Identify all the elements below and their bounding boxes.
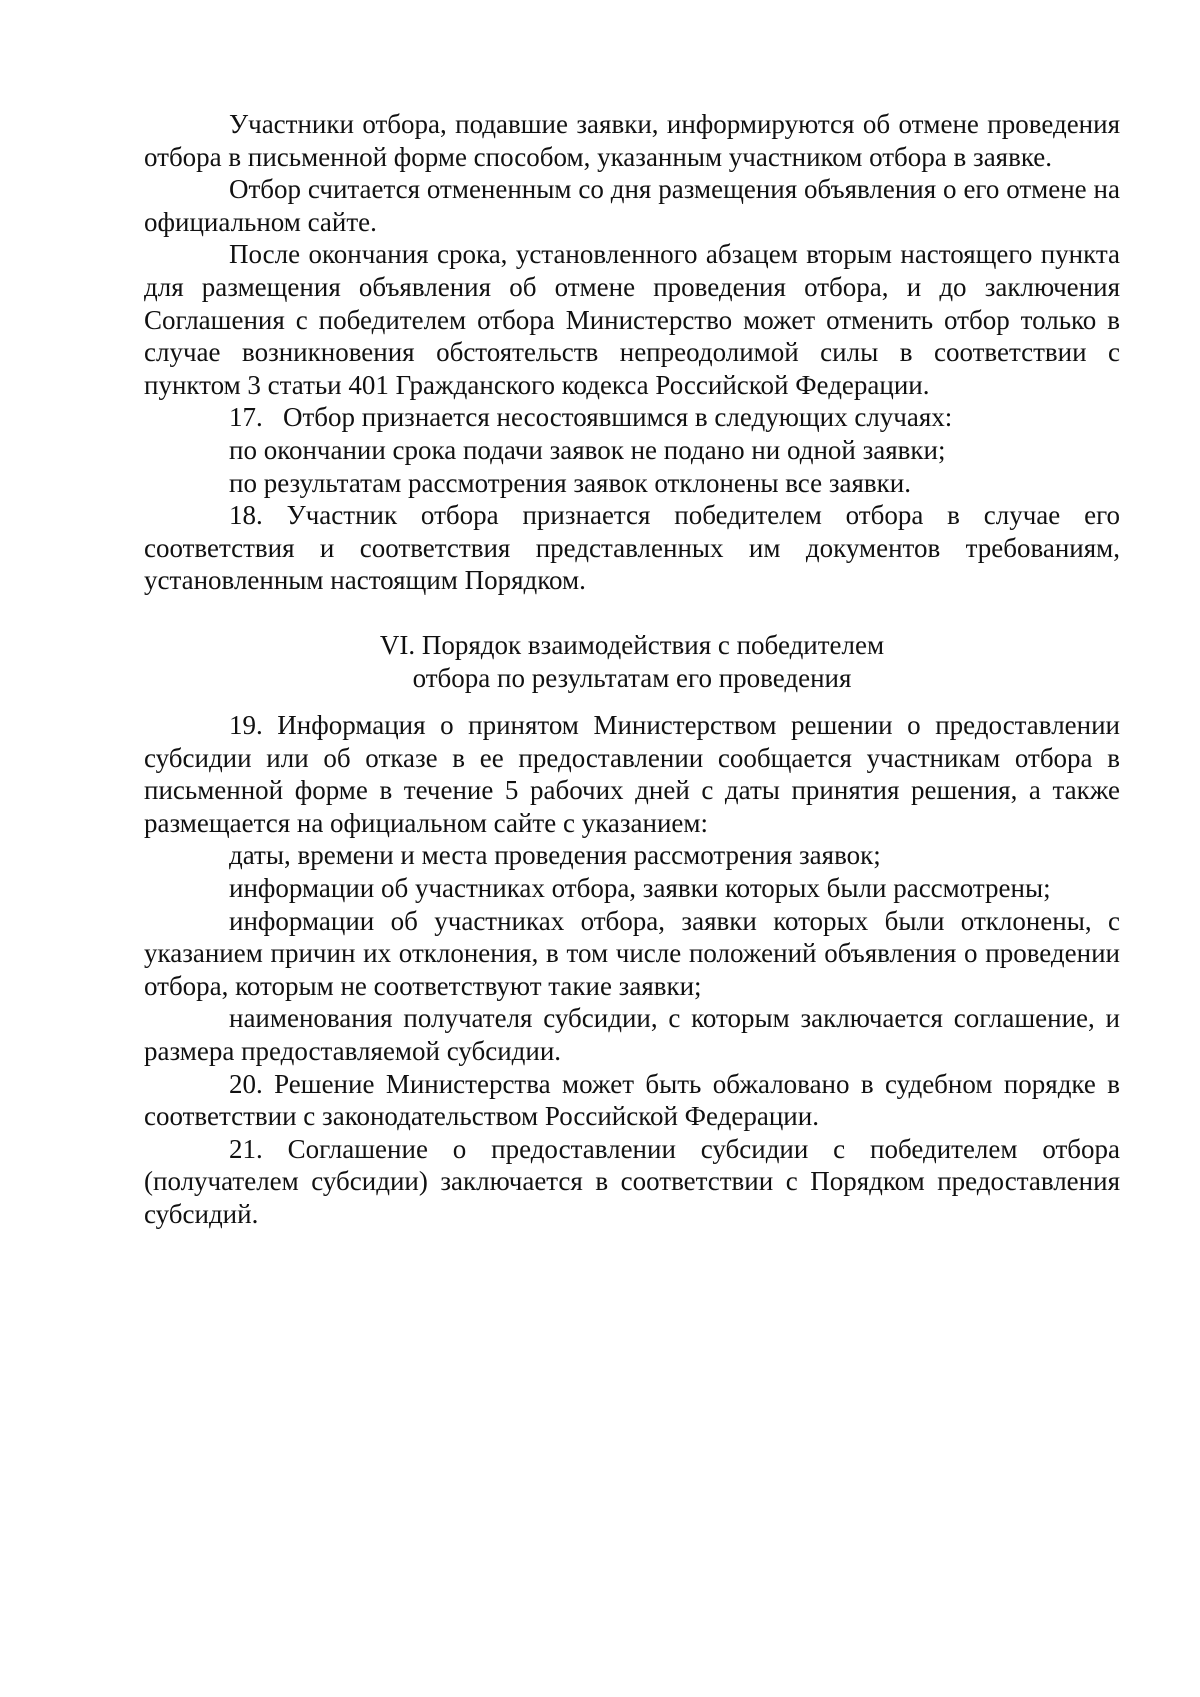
paragraph-item-19-list-2: информации об участниках отбора, заявки которых были рассмотрены;: [229, 873, 1051, 904]
paragraph-item-21: 21. Соглашение о предоставлении субсидии с победителем отбора (получателем субсидии) заключается в соответствии с Порядком предоставления субсидий.: [144, 1133, 1120, 1229]
paragraph-item-19-list-1: даты, времени и места проведения рассмотрения заявок;: [229, 840, 881, 871]
paragraph-item-20: 20. Решение Министерства может быть обжаловано в судебном порядке в соответствии с законодательством Российской Федерации.: [144, 1068, 1120, 1132]
paragraph-item-17-case-1: по окончании срока подачи заявок не подано ни одной заявки;: [229, 434, 946, 465]
paragraph-item-19: 19. Информация о принятом Министерством решении о предоставлении субсидии или об отказе в ее предоставлении сообщается участникам отбора в письменной форме в течение 5 рабочих дней с даты принятия решения, а также размещается на официальном сайте с указанием:: [144, 710, 1120, 838]
paragraph-force-majeure: После окончания срока, установленного абзацем вторым настоящего пункта для размещения объявления об отмене проведения отбора, и до заключения Соглашения с победителем отбора Министерство может отменить отбор только в случае возникновения обстоятельств непреодолимой силы в соответствии с пунктом 3 статьи 401 Гражданского кодекса Российской Федерации.: [144, 239, 1120, 400]
paragraph-item-17: 17. Отбор признается несостоявшимся в следующих случаях:: [229, 402, 953, 433]
paragraph-item-19-list-3: информации об участниках отбора, заявки которых были отклонены, с указанием причин их отклонения, в том числе положений объявления о проведении отбора, которым не соответствуют такие заявки;: [144, 905, 1120, 1001]
paragraph-item-18: 18. Участник отбора признается победителем отбора в случае его соответствия и соответствия представленных им документов требованиям, установленным настоящим Порядком.: [144, 500, 1120, 596]
paragraph-item-17-case-2: по результатам рассмотрения заявок отклонены все заявки.: [229, 467, 911, 498]
paragraph-cancel-date: Отбор считается отмененным со дня размещения объявления о его отмене на официальном сайте.: [144, 174, 1120, 237]
section-heading-line-1: VI. Порядок взаимодействия с победителем: [379, 629, 885, 660]
section-heading: [144, 629, 1120, 694]
section-heading-line-2: отбора по результатам его проведения: [412, 662, 852, 693]
document-page: [144, 108, 1120, 1231]
paragraph-item-19-list-4: наименования получателя субсидии, с которым заключается соглашение, и размера предоставляемой субсидии.: [144, 1003, 1120, 1067]
paragraph-notification-cancel: Участники отбора, подавшие заявки, информируются об отмене проведения отбора в письменной форме способом, указанным участником отбора в заявке.: [144, 109, 1120, 172]
